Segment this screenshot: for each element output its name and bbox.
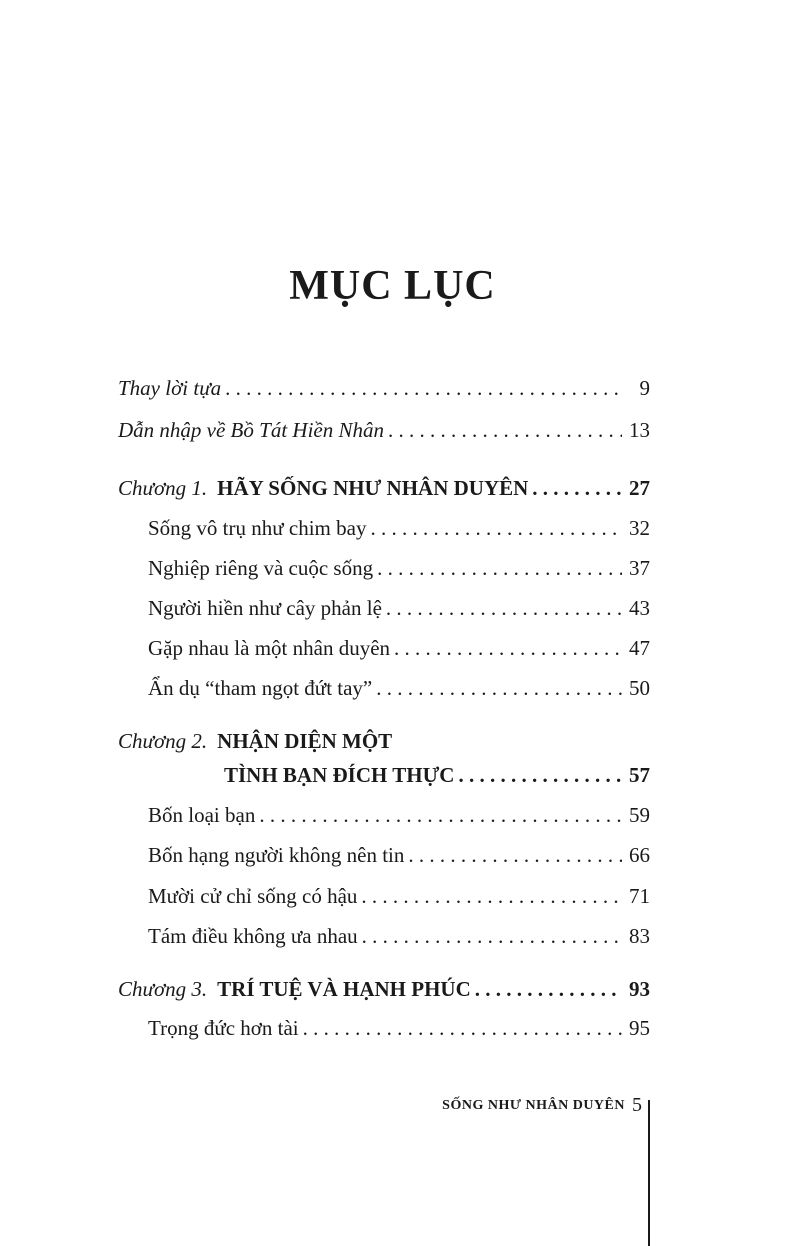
leader-dots	[225, 376, 622, 401]
leader-dots	[458, 763, 622, 788]
toc-section-page: 83	[629, 924, 650, 948]
leader-dots	[475, 977, 622, 1002]
chapter-3-page: 93	[629, 977, 650, 1001]
toc-section	[148, 924, 650, 954]
running-title: SỐNG NHƯ NHÂN DUYÊN	[442, 1098, 625, 1113]
toc-section-page: 66	[629, 843, 650, 867]
chapter-2-heading-line1	[118, 729, 392, 754]
toc-section	[148, 1016, 650, 1046]
chapter-1-heading	[118, 476, 650, 506]
page-number: 5	[632, 1094, 642, 1116]
toc-section-page: 71	[629, 884, 650, 908]
toc-section	[148, 884, 650, 914]
chapter-3-heading	[118, 977, 650, 1007]
toc-section	[148, 843, 650, 873]
chapter-3-title: TRÍ TUỆ VÀ HẠNH PHÚC	[217, 977, 471, 1001]
leader-dots	[370, 516, 622, 541]
leader-dots	[532, 476, 622, 501]
toc-section-label: Bốn hạng người không nên tin	[148, 843, 405, 867]
toc-section-label: Bốn loại bạn	[148, 803, 256, 827]
toc-entry	[118, 418, 650, 448]
chapter-3-prefix: Chương 3.	[118, 977, 208, 1001]
chapter-1-title: HÃY SỐNG NHƯ NHÂN DUYÊN	[217, 476, 529, 500]
toc-section-page: 95	[629, 1016, 650, 1040]
toc-entry-page: 9	[639, 376, 650, 400]
leader-dots	[386, 596, 622, 621]
leader-dots	[259, 803, 622, 828]
toc-section	[148, 803, 650, 833]
leader-dots	[303, 1016, 622, 1041]
toc-section-page: 47	[629, 636, 650, 660]
toc-section-page: 59	[629, 803, 650, 827]
toc-section	[148, 516, 650, 546]
toc-section-label: Ẩn dụ “tham ngọt đứt tay”	[148, 676, 373, 700]
leader-dots	[376, 676, 622, 701]
toc-section-page: 43	[629, 596, 650, 620]
toc-section	[148, 556, 650, 586]
toc-section-page: 32	[629, 516, 650, 540]
toc-section	[148, 596, 650, 626]
toc-entry-page: 13	[629, 418, 650, 442]
chapter-2-title-line2: TÌNH BẠN ĐÍCH THỰC	[224, 763, 455, 787]
chapter-1-page: 27	[629, 476, 650, 500]
page-title: MỤC LỤC	[289, 263, 496, 309]
toc-section-page: 37	[629, 556, 650, 580]
leader-dots	[388, 418, 622, 443]
toc-section	[148, 676, 650, 706]
toc-entry-label: Dẫn nhập về Bồ Tát Hiền Nhân	[118, 418, 384, 442]
toc-entry-label: Thay lời tựa	[118, 376, 222, 400]
leader-dots	[361, 884, 622, 909]
toc-section-label: Nghiệp riêng và cuộc sống	[148, 556, 374, 580]
chapter-2-title-line1: NHẬN DIỆN MỘT	[217, 729, 393, 753]
chapter-2-heading-line2	[224, 763, 650, 793]
toc-section-page: 50	[629, 676, 650, 700]
leader-dots	[408, 843, 622, 868]
toc-section	[148, 636, 650, 666]
footer-rule	[648, 1100, 650, 1246]
toc-section-label: Trọng đức hơn tài	[148, 1016, 299, 1040]
toc-section-label: Sống vô trụ như chim bay	[148, 516, 367, 540]
toc-section-label: Người hiền như cây phản lệ	[148, 596, 382, 620]
toc-entry	[118, 376, 650, 406]
toc-section-label: Tám điều không ưa nhau	[148, 924, 358, 948]
leader-dots	[362, 924, 622, 949]
toc-section-label: Mười cử chỉ sống có hậu	[148, 884, 358, 908]
chapter-1-prefix: Chương 1.	[118, 476, 208, 500]
leader-dots	[394, 636, 622, 661]
toc-section-label: Gặp nhau là một nhân duyên	[148, 636, 391, 660]
chapter-2-prefix: Chương 2.	[118, 729, 208, 753]
chapter-2-page: 57	[629, 763, 650, 787]
leader-dots	[377, 556, 622, 581]
